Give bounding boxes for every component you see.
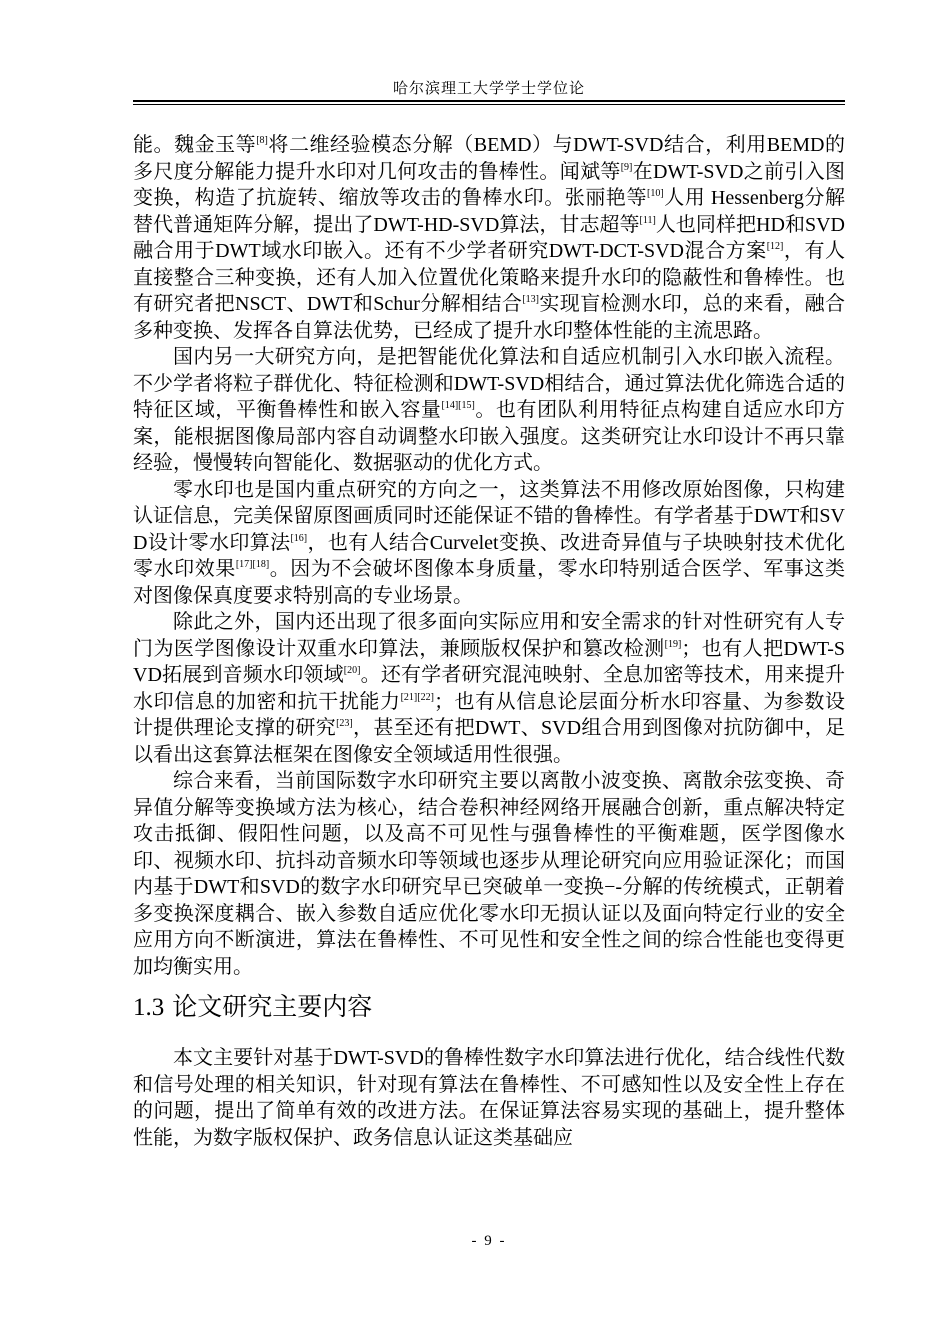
- spacer: [133, 1025, 845, 1045]
- running-header: 哈尔滨理工大学学士学位论: [392, 81, 585, 97]
- section-heading: [133, 990, 845, 1025]
- citation: [9]: [620, 161, 633, 173]
- text-run: 。也有团队利用特征点构建自适应水印方案，能根据图像局部内容自动调整水印嵌入强度。这类研究让水印设计不再只靠经验，慢慢转向智能化、数据驱动的优化方式。: [133, 399, 846, 474]
- text-run: ；也有人把DWT-SVD拓展到音频水印领域: [133, 637, 846, 686]
- text-run: 在DWT-SVD之前引入图变换，构造了抗旋转、缩放等攻击的鲁棒水印。张丽艳等: [133, 160, 846, 209]
- text-run: 人用 Hessenberg分解替代普通矩阵分解，提出了DWT-HD-SVD算法，甘志超等: [133, 187, 845, 236]
- body-text: [133, 132, 845, 1151]
- text-run: 实现盲检测水印，总的来看，融合多种变换、发挥各自算法优势，已经成了提升水印整体性能的主流思路。: [133, 293, 845, 342]
- text-run: ，有人直接整合三种变换，还有人加入位置优化策略来提升水印的隐蔽性和鲁棒性。也有研究者把NSCT、DWT和Schur分解相结合: [133, 240, 846, 315]
- text-run: 。因为不会破坏图像本身质量，零水印特别适合医学、军事这类对图像保真度要求特别高的专业场景。: [133, 558, 846, 607]
- text-run: 人也同样把HD和SVD融合用于DWT域水印嵌入。还有不少学者研究DWT-DCT-SVD混合方案: [133, 213, 845, 262]
- citation: [23]: [336, 718, 353, 729]
- citation: [10]: [647, 188, 664, 199]
- section-title: 论文研究主要内容: [172, 992, 373, 1021]
- citation: [18]: [252, 559, 270, 570]
- citation: [11]: [639, 214, 656, 226]
- paragraph-2: [133, 344, 845, 477]
- citation: [8]: [256, 135, 268, 146]
- paragraph-4: [133, 609, 845, 768]
- header-rule: [133, 100, 845, 102]
- text-run: 除此之外，国内还出现了很多面向实际应用和安全需求的针对性研究有人专门为医学图像设计双重水印算法，兼顾版权保护和篡改检测: [133, 611, 845, 660]
- paragraph-3: [133, 477, 845, 610]
- text-run: ；也有从信息论层面分析水印容量、为参数设计提供理论支撑的研究: [133, 690, 846, 739]
- citation: [20]: [343, 665, 361, 676]
- text-run: ，甚至还有把DWT、SVD组合用到图像对抗防御中，足以看出这套算法框架在图像安全领域适用性很强。: [133, 717, 846, 766]
- citation: [17]: [235, 559, 253, 570]
- page-number: - 9 -: [471, 1233, 507, 1249]
- text-run: 能。魏金玉等: [133, 134, 257, 156]
- paragraph-1: [133, 132, 845, 344]
- citation: [12]: [766, 241, 784, 252]
- header-rule-secondary: [133, 104, 845, 105]
- text-run: 国内另一大研究方向，是把智能优化算法和自适应机制引入水印嵌入流程。不少学者将粒子群优化、特征检测和DWT-SVD相结合，通过算法优化筛选合适的特征区域，平衡鲁棒性和嵌入容量: [133, 346, 845, 421]
- citation: [15]: [458, 400, 475, 411]
- citation: [14]: [441, 400, 459, 411]
- text-run: 。还有学者研究混沌映射、全息加密等技术，用来提升水印信息的加密和抗干扰能力: [133, 664, 845, 713]
- text-run: 零水印也是国内重点研究的方向之一，这类算法不用修改原始图像，只构建认证信息，完美保留原图画质同时还能保证不错的鲁棒性。有学者基于DWT和SVD设计零水印算法: [133, 478, 845, 554]
- text-run: 将二维经验模态分解（BEMD）与DWT-SVD结合，利用BEMD的多尺度分解能力提升水印对几何攻击的鲁棒性。闻斌等: [133, 134, 846, 183]
- citation: [16]: [290, 532, 308, 544]
- citation: [19]: [664, 638, 682, 650]
- text-run: ，也有人结合Curvelet变换、改进奇异值与子块映射技术优化零水印效果: [133, 531, 845, 580]
- citation: [21]: [400, 691, 418, 703]
- citation: [22]: [417, 691, 434, 703]
- paragraph-5: 综合来看，当前国际数字水印研究主要以离散小波变换、离散余弦变换、奇异值分解等变换域方法为核心，结合卷积神经网络开展融合创新，重点解决特定攻击抵御、假阳性问题，以及高不可见性与强鲁棒性的平衡难题，医学图像水印、视频水印、抗抖动音频水印等领域也逐步从理论研究向应用验证深化；而国内基于DWT和SVD的数字水印研究早已突破单一变换−-分解的传统模式，正朝着多变换深度耦合、嵌入参数自适应优化零水印无损认证以及面向特定行业的安全应用方向不断演进，算法在鲁棒性、不可见性和安全性之间的综合性能也变得更加均衡实用。: [133, 770, 845, 978]
- section-number: 1.3: [133, 994, 165, 1021]
- paragraph-6: 本文主要针对基于DWT-SVD的鲁棒性数字水印算法进行优化，结合线性代数和信号处理的相关知识，针对现有算法在鲁棒性、不可感知性以及安全性上存在的问题，提出了简单有效的改进方法。在保证算法容易实现的基础上，提升整体性能，为数字版权保护、政务信息认证这类基础应: [133, 1047, 845, 1149]
- citation: [13]: [522, 294, 539, 305]
